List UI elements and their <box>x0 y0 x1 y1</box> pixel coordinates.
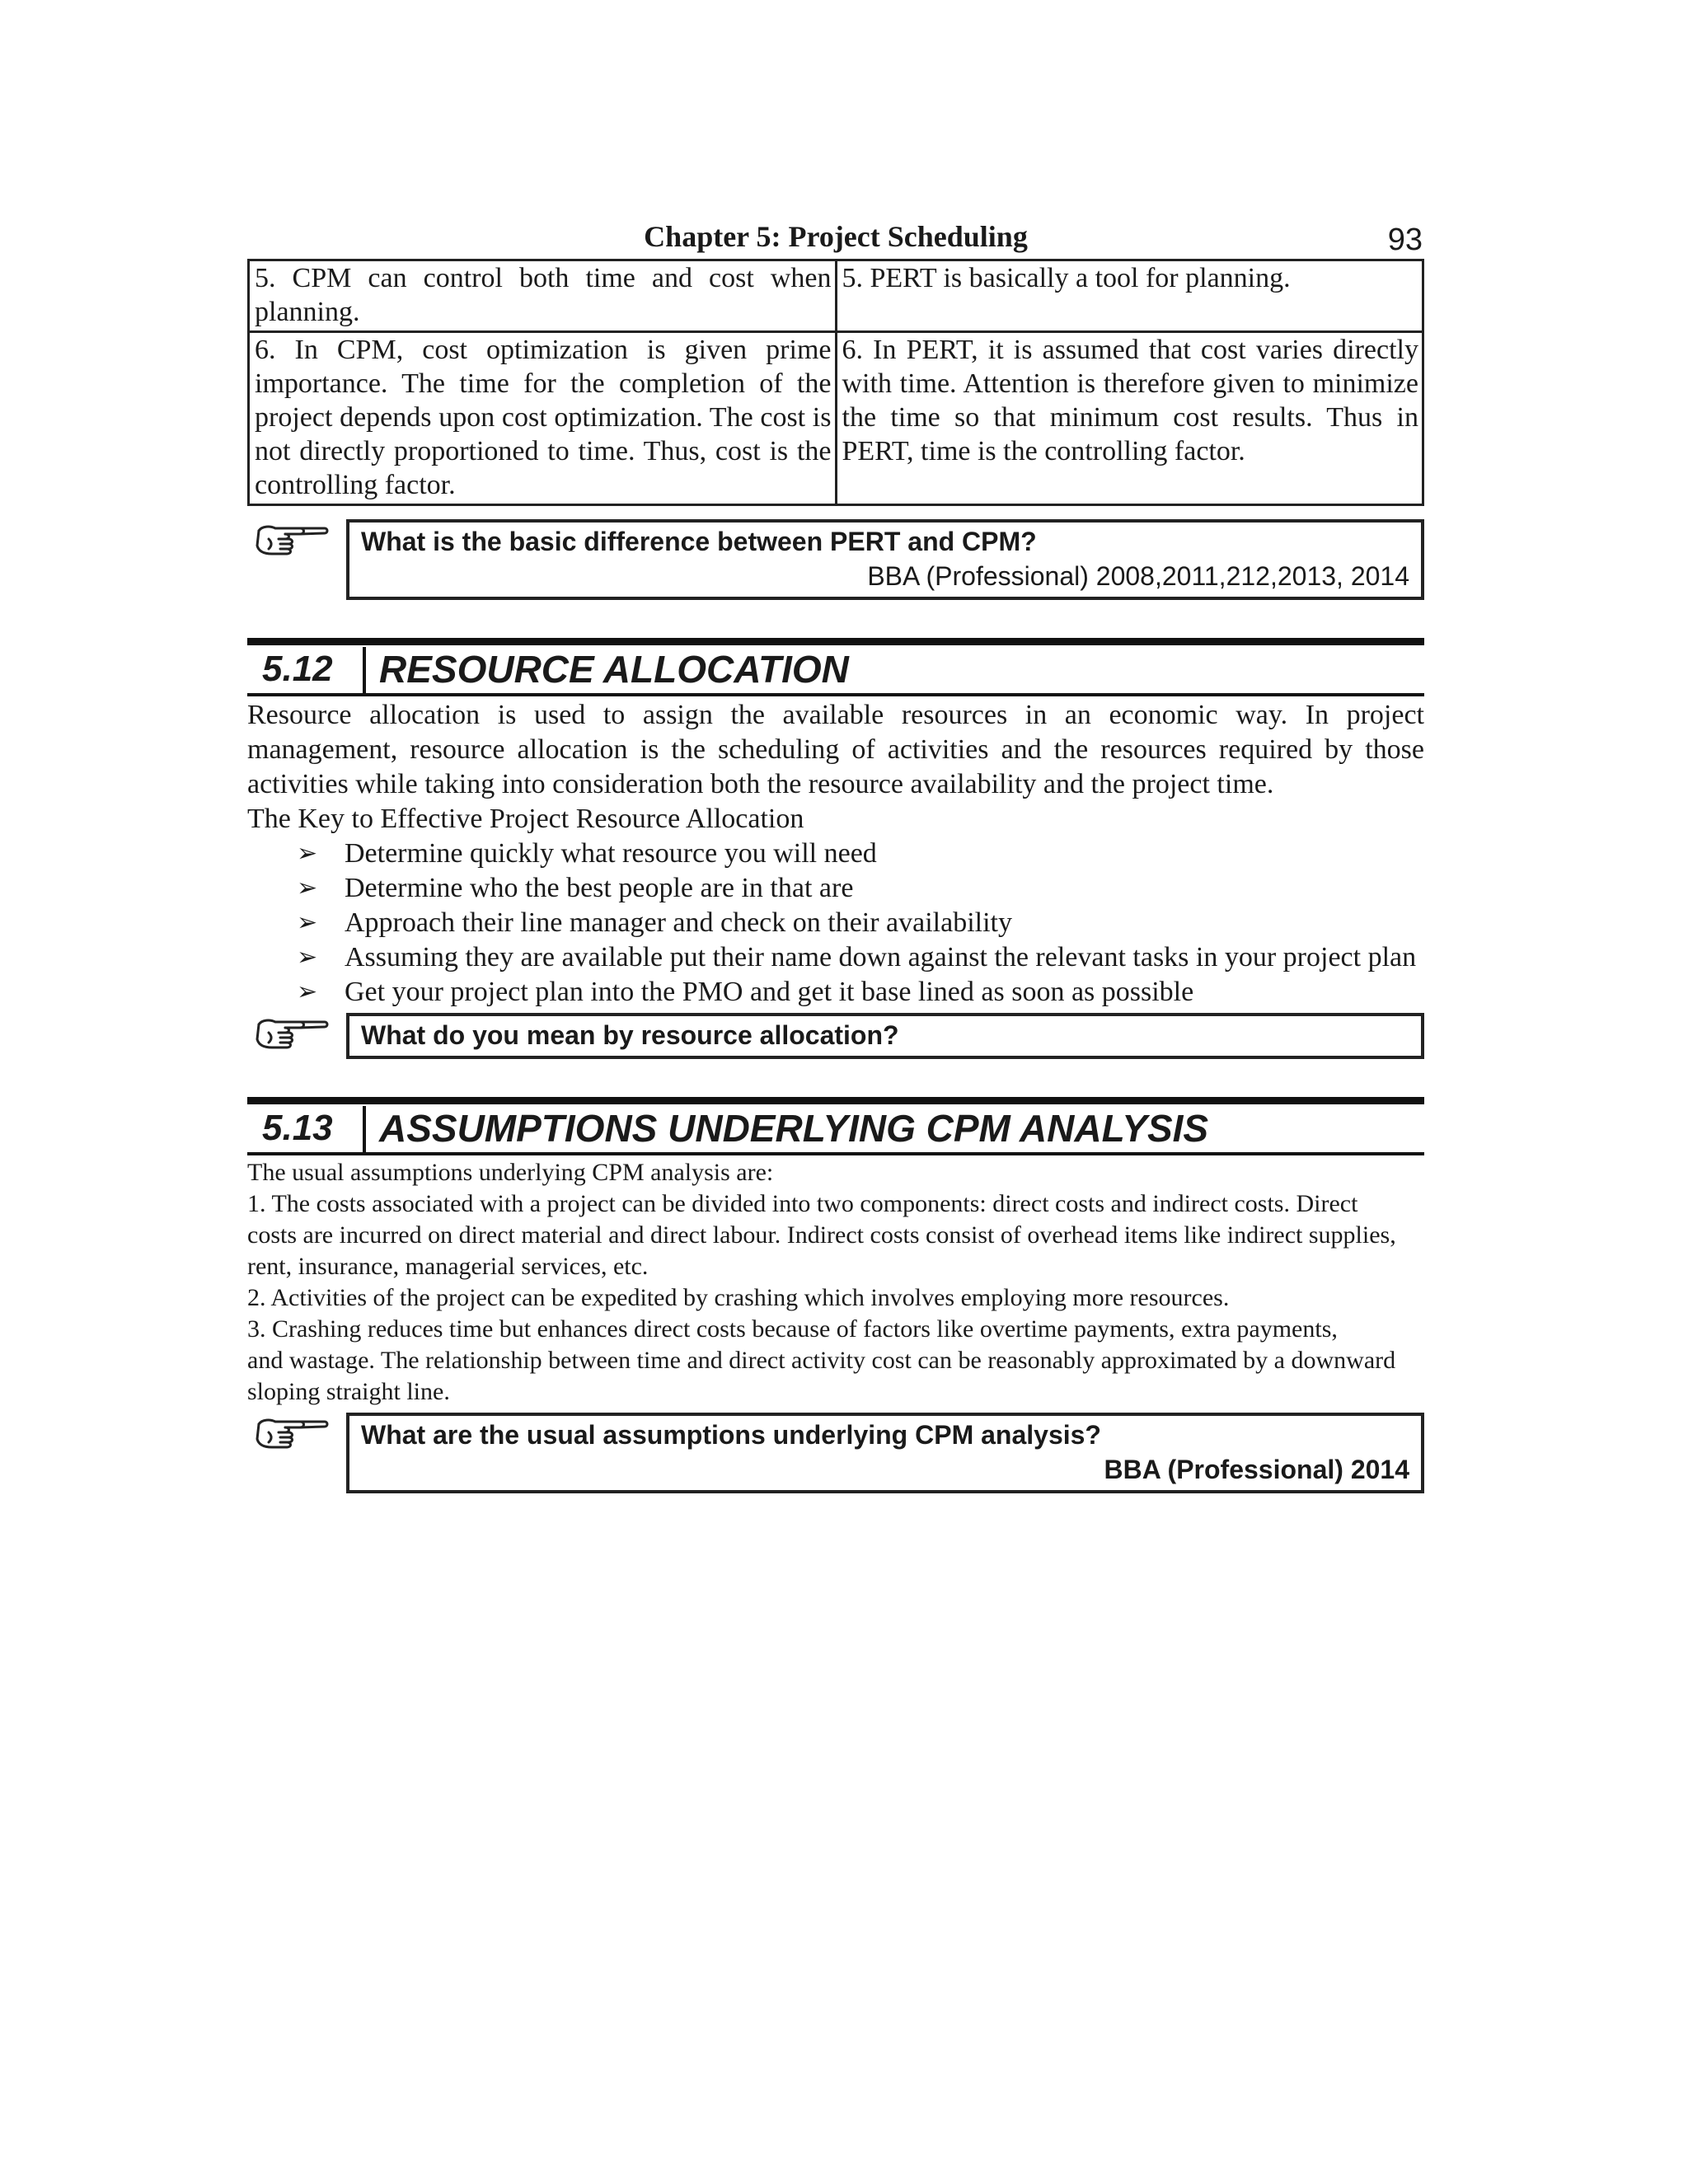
assumption-line: costs are incurred on direct material and direct labour. Indirect costs consist of overhead items like indirect supplies, rent, insurance, managerial services, etc. <box>247 1221 1396 1280</box>
cpm-cell: 6. In CPM, cost optimization is given prime importance. The time for the completion of the project depends upon cost optimization. The cost is not directly proportioned to time. Thus, cost is the controlling factor. <box>249 332 837 505</box>
question-source: BBA (Professional) 2014 <box>1104 1455 1409 1484</box>
assumption-line: 3. Crashing reduces time but enhances direct costs because of factors like overtime payments, extra payments, <box>247 1315 1338 1343</box>
question-frame <box>346 1013 1424 1059</box>
pointing-hand-icon <box>254 521 330 557</box>
page-number: 93 <box>1387 223 1423 257</box>
question-frame <box>346 519 1424 600</box>
question-text: What is the basic difference between PERT and CPM? <box>361 527 1037 556</box>
section-divider <box>363 1106 366 1155</box>
section-number: 5.12 <box>262 649 333 689</box>
cpm-pert-comparison-table <box>247 259 1424 506</box>
arrow-bullet-icon: ➢ <box>297 908 318 937</box>
list-item: ➢ Assuming they are available put their name down against the relevant tasks in your project plan <box>345 940 1424 975</box>
pert-cell: 6. In PERT, it is assumed that cost varies directly with time. Attention is therefore given to minimize the time so that minimum cost results. Thus in PERT, time is the controlling factor. <box>836 332 1423 505</box>
list-item: ➢ Get your project plan into the PMO and get it base lined as soon as possible <box>345 975 1424 1010</box>
list-item: ➢ Approach their line manager and check on their availability <box>345 906 1424 940</box>
arrow-bullet-icon: ➢ <box>297 874 318 902</box>
assumption-line: 2. Activities of the project can be expedited by crashing which involves employing more resources. <box>247 1284 1230 1311</box>
pointing-hand-icon <box>254 1015 330 1051</box>
section-divider <box>363 647 366 696</box>
table-row <box>249 332 1423 505</box>
assumption-line: 1. The costs associated with a project can be divided into two components: direct costs and indirect costs. Direct <box>247 1190 1358 1217</box>
question-text: What do you mean by resource allocation? <box>361 1020 899 1050</box>
running-header <box>247 216 1424 257</box>
chapter-title: Chapter 5: Project Scheduling <box>644 220 1028 253</box>
key-line: The Key to Effective Project Resource Allocation <box>247 804 804 834</box>
question-box-1 <box>346 519 1424 600</box>
section-title: RESOURCE ALLOCATION <box>379 648 849 691</box>
question-box-2 <box>346 1013 1424 1059</box>
question-frame <box>346 1413 1424 1493</box>
pointing-hand-icon <box>254 1414 330 1451</box>
arrow-bullet-icon: ➢ <box>297 943 318 972</box>
section-number: 5.13 <box>262 1108 333 1148</box>
section-intro-paragraph: Resource allocation is used to assign the available resources in an economic way. In project management, resource allocation is the scheduling of activities and the resources required by those activities while taking into consideration both the resource availability and the project time. <box>247 700 1424 799</box>
arrow-bullet-icon: ➢ <box>297 839 318 868</box>
assumption-line: and wastage. The relationship between time and direct activity cost can be reasonably approximated by a downward sloping straight line. <box>247 1347 1396 1405</box>
section-heading-5-13 <box>247 1097 1424 1155</box>
pert-cell: 5. PERT is basically a tool for planning. <box>836 260 1423 332</box>
question-box-3 <box>346 1413 1424 1493</box>
assumption-line: The usual assumptions underlying CPM analysis are: <box>247 1159 774 1186</box>
list-item: ➢ Determine quickly what resource you will need <box>345 837 1424 871</box>
table-row <box>249 260 1423 332</box>
assumptions-body <box>247 1157 1424 1408</box>
question-source: BBA (Professional) 2008,2011,212,2013, 2014 <box>867 561 1409 591</box>
document-page <box>247 216 1424 1493</box>
question-text: What are the usual assumptions underlying CPM analysis? <box>361 1420 1101 1450</box>
arrow-bullet-icon: ➢ <box>297 977 318 1006</box>
section-title: ASSUMPTIONS UNDERLYING CPM ANALYSIS <box>379 1107 1209 1150</box>
resource-allocation-list <box>247 837 1424 1010</box>
cpm-cell: 5. CPM can control both time and cost when planning. <box>249 260 837 332</box>
list-item: ➢ Determine who the best people are in that are <box>345 871 1424 906</box>
section-heading-5-12 <box>247 638 1424 696</box>
